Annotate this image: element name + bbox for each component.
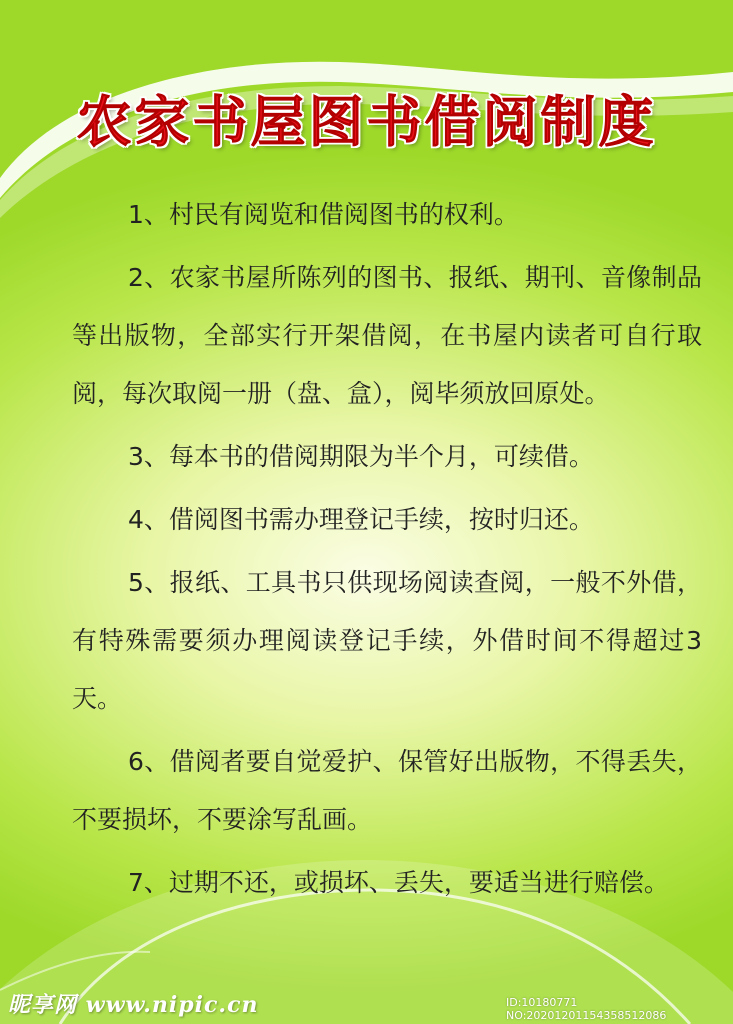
rule-item-7: 7、过期不还，或损坏、丢失，要适当进行赔偿。 (128, 868, 669, 897)
rule-item-3: 3、每本书的借阅期限为半个月，可续借。 (128, 442, 594, 471)
rules-list (72, 186, 702, 917)
rule-item-2: 2、农家书屋所陈列的图书、报纸、期刊、音像制品等出版物，全部实行开架借阅，在书屋内读者可自行取阅，每次取阅一册（盘、盒），阅毕须放回原处。 (72, 263, 702, 408)
watermark-logo: 昵享网 www.nipic.cn (8, 992, 259, 1018)
rule-item-5: 5、报纸、工具书只供现场阅读查阅，一般不外借，有特殊需要须办理阅读登记手续，外借时间不得超过3天。 (72, 568, 702, 713)
rule-item-6: 6、借阅者要自觉爱护、保管好出版物，不得丢失，不要损坏，不要涂写乱画。 (72, 747, 702, 834)
rule-item-1: 1、村民有阅览和借阅图书的权利。 (128, 200, 519, 229)
watermark-id: ID:10180771 NO:20201201154358512086 (506, 996, 667, 1022)
page-title: 农家书屋图书借阅制度 (76, 90, 657, 154)
rule-item-4: 4、借阅图书需办理登记手续，按时归还。 (128, 505, 594, 534)
